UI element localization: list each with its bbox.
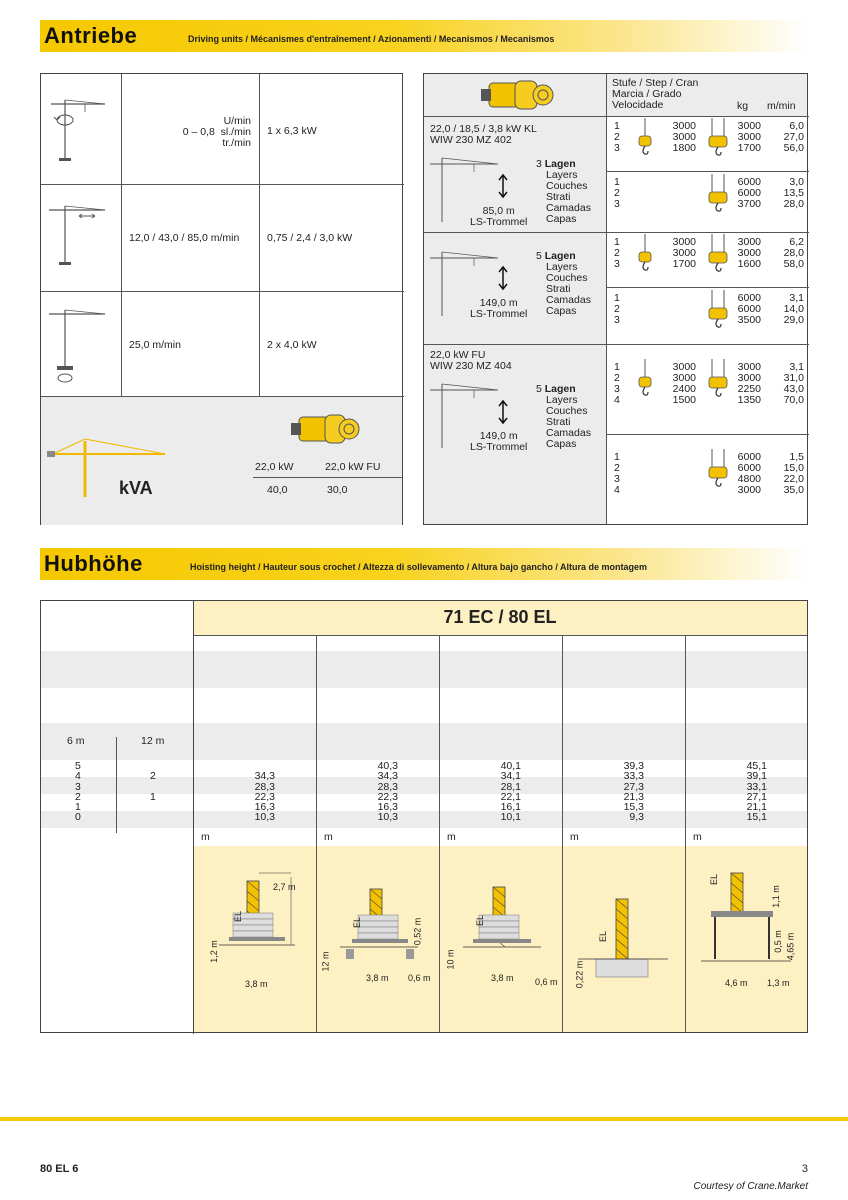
hoist-speed: 6,0 27,0 56,0 <box>783 120 804 154</box>
winch2-drum: 149,0 m LS-Trommel <box>470 430 528 453</box>
hook-double-icon <box>707 359 729 401</box>
winch1-b-layers-rest: Layers Couches Strati Camadas Capas <box>546 261 591 317</box>
unit-label: m <box>447 831 456 843</box>
unit-mmin: m/min <box>767 100 796 112</box>
dimension-label: EL <box>233 910 244 923</box>
dimension-label: 0,22 m <box>574 960 585 989</box>
motor-icon <box>289 409 359 449</box>
travel-crane-icon <box>45 306 115 386</box>
load-kg-double: 3000 3000 2250 1350 <box>737 361 761 406</box>
section-subtitle: Driving units / Mécanismes d'entraînement / Azionamenti / Mecanismos / Mecanismos <box>188 34 555 44</box>
step-numbers: 1 2 3 4 <box>614 361 620 406</box>
winch2-layers-num: 5 <box>536 383 542 395</box>
section-title: Hubhöhe <box>44 551 143 576</box>
hoist-speed: 3,1 14,0 29,0 <box>783 292 804 326</box>
dimension-label: EL <box>598 930 609 943</box>
hook-double-icon <box>707 174 729 216</box>
col-6m: 6 m <box>67 735 85 747</box>
winch2-name: 22,0 kW FU WIW 230 MZ 404 <box>430 349 512 372</box>
winch1-b-layers-label: Lagen <box>544 250 576 262</box>
kva-label: kVA <box>119 478 153 498</box>
winch2-layers-rest: Layers Couches Strati Camadas Capas <box>546 394 591 450</box>
dimension-label: 1,2 m <box>208 940 219 963</box>
hook-height-values: 34,3 28,3 22,3 16,3 10,3 <box>254 770 275 824</box>
hoist-speed: 6,2 28,0 58,0 <box>783 236 804 270</box>
hook-height-values: 39,3 33,3 27,3 21,3 15,3 9,3 <box>623 760 644 824</box>
winch2-layers-label: Lagen <box>544 383 576 395</box>
trolley-crane-icon <box>45 202 115 272</box>
kva-value-1: 40,0 <box>267 484 288 496</box>
unit-label: m <box>324 831 333 843</box>
step-numbers: 1 2 3 <box>614 176 620 210</box>
credit: Courtesy of Crane.Market <box>693 1181 808 1192</box>
hook-double-icon <box>707 234 729 276</box>
dimension-label: EL <box>475 914 486 927</box>
dimension-label: 1,1 m <box>770 885 781 908</box>
unit-kg: kg <box>737 100 749 112</box>
winch1-b-layers-num: 5 <box>536 250 542 262</box>
section-header-drives <box>40 20 808 52</box>
load-kg-double: 6000 6000 3700 <box>737 176 761 210</box>
hoist-table <box>423 73 808 525</box>
dimension-label: 3,8 m <box>245 979 268 989</box>
dimension-label: EL <box>352 916 363 929</box>
load-kg-double: 6000 6000 4800 3000 <box>737 451 761 496</box>
step-numbers: 1 2 3 <box>614 120 620 154</box>
dimension-label: 12 m <box>320 951 331 972</box>
load-kg-single: 3000 3000 2400 1500 <box>672 361 696 406</box>
section-title: Antriebe <box>44 23 138 48</box>
dimension-label: 0,6 m <box>408 973 431 983</box>
dimension-label: 0,6 m <box>535 977 558 987</box>
dimension-label: 2,7 m <box>273 882 296 892</box>
dimension-label: 10 m <box>445 949 456 970</box>
dimension-label: 4,6 m <box>725 978 748 988</box>
winch1-a-layers-label: Lagen <box>544 158 576 170</box>
step-header: Stufe / Step / Cran Marcia / Grado Velocidade <box>612 77 699 111</box>
hook-height-values: 40,3 34,3 28,3 22,3 16,3 10,3 <box>377 760 398 824</box>
crane-yellow-icon <box>45 429 175 499</box>
up-down-arrow-icon <box>498 266 508 290</box>
travel-speed: 25,0 m/min <box>129 339 181 351</box>
load-kg-double: 6000 6000 3500 <box>737 292 761 326</box>
dimension-label: 1,3 m <box>767 978 790 988</box>
hook-double-icon <box>707 118 729 160</box>
step-numbers: 1 2 3 4 <box>614 451 620 496</box>
trolley-power: 0,75 / 2,4 / 3,0 kW <box>267 232 353 244</box>
winch1-name: 22,0 / 18,5 / 3,8 kW KL WIW 230 MZ 402 <box>430 123 537 146</box>
dimension-label: 0,5 m <box>772 930 783 953</box>
winch1-b-drum: 149,0 m LS-Trommel <box>470 297 528 320</box>
travel-power: 2 x 4,0 kW <box>267 339 317 351</box>
slewing-crane-icon <box>45 92 115 162</box>
foundation-diagram <box>445 869 555 1009</box>
drives-table <box>40 73 403 525</box>
left-12m-values: 2 1 <box>150 770 156 803</box>
winch1-a-drum: 85,0 m LS-Trommel <box>470 205 528 228</box>
left-6m-values: 5 4 3 2 1 0 <box>75 760 81 824</box>
dimension-label: 4,65 m <box>785 932 796 961</box>
hoist-speed: 3,1 31,0 43,0 70,0 <box>783 361 804 406</box>
kva-header-2: 22,0 kW FU <box>325 461 381 473</box>
dimension-label: 0,52 m <box>412 917 423 946</box>
col-12m: 12 m <box>141 735 165 747</box>
page-number: 3 <box>801 1163 808 1175</box>
footer-rule <box>0 1117 848 1121</box>
kva-value-2: 30,0 <box>327 484 348 496</box>
dimension-label: 3,8 m <box>491 973 514 983</box>
winch1-a-layers-num: 3 <box>536 158 542 170</box>
hook-single-icon <box>636 234 654 274</box>
load-kg-single: 3000 3000 1700 <box>672 236 696 270</box>
section-subtitle: Hoisting height / Hauteur sous crochet / Altezza di sollevamento / Altura bajo gancho / Altura de montagem <box>190 562 648 572</box>
hook-height-values: 45,1 39,1 33,1 27,1 21,1 15,1 <box>746 760 767 824</box>
slewing-speed: U/min 0 – 0,8 sl./min tr./min <box>182 115 251 149</box>
up-down-arrow-icon <box>498 400 508 424</box>
hook-height-values: 40,1 34,1 28,1 22,1 16,1 10,1 <box>500 760 521 824</box>
load-kg-single: 3000 3000 1800 <box>672 120 696 154</box>
hook-single-icon <box>636 118 654 158</box>
unit-label: m <box>693 831 702 843</box>
step-numbers: 1 2 3 <box>614 292 620 326</box>
dimension-label: 3,8 m <box>366 973 389 983</box>
unit-label: m <box>201 831 210 843</box>
hook-single-icon <box>636 359 654 399</box>
heights-table <box>40 600 808 1033</box>
unit-label: m <box>570 831 579 843</box>
kva-header-1: 22,0 kW <box>255 461 294 473</box>
document-code: 80 EL 6 <box>40 1163 79 1175</box>
model-title: 71 EC / 80 EL <box>443 607 557 627</box>
step-numbers: 1 2 3 <box>614 236 620 270</box>
slewing-power: 1 x 6,3 kW <box>267 125 317 137</box>
up-down-arrow-icon <box>498 174 508 198</box>
load-kg-double: 3000 3000 1700 <box>737 120 761 154</box>
load-kg-double: 3000 3000 1600 <box>737 236 761 270</box>
hook-double-icon <box>707 290 729 332</box>
winch1-a-layers-rest: Layers Couches Strati Camadas Capas <box>546 169 591 225</box>
hoist-speed: 1,5 15,0 22,0 35,0 <box>783 451 804 496</box>
hook-double-icon <box>707 449 729 491</box>
section-header-heights <box>40 548 808 580</box>
dimension-label: EL <box>709 873 720 886</box>
trolley-speed: 12,0 / 43,0 / 85,0 m/min <box>129 232 240 244</box>
hoist-speed: 3,0 13,5 28,0 <box>783 176 804 210</box>
motor-icon <box>479 77 559 113</box>
